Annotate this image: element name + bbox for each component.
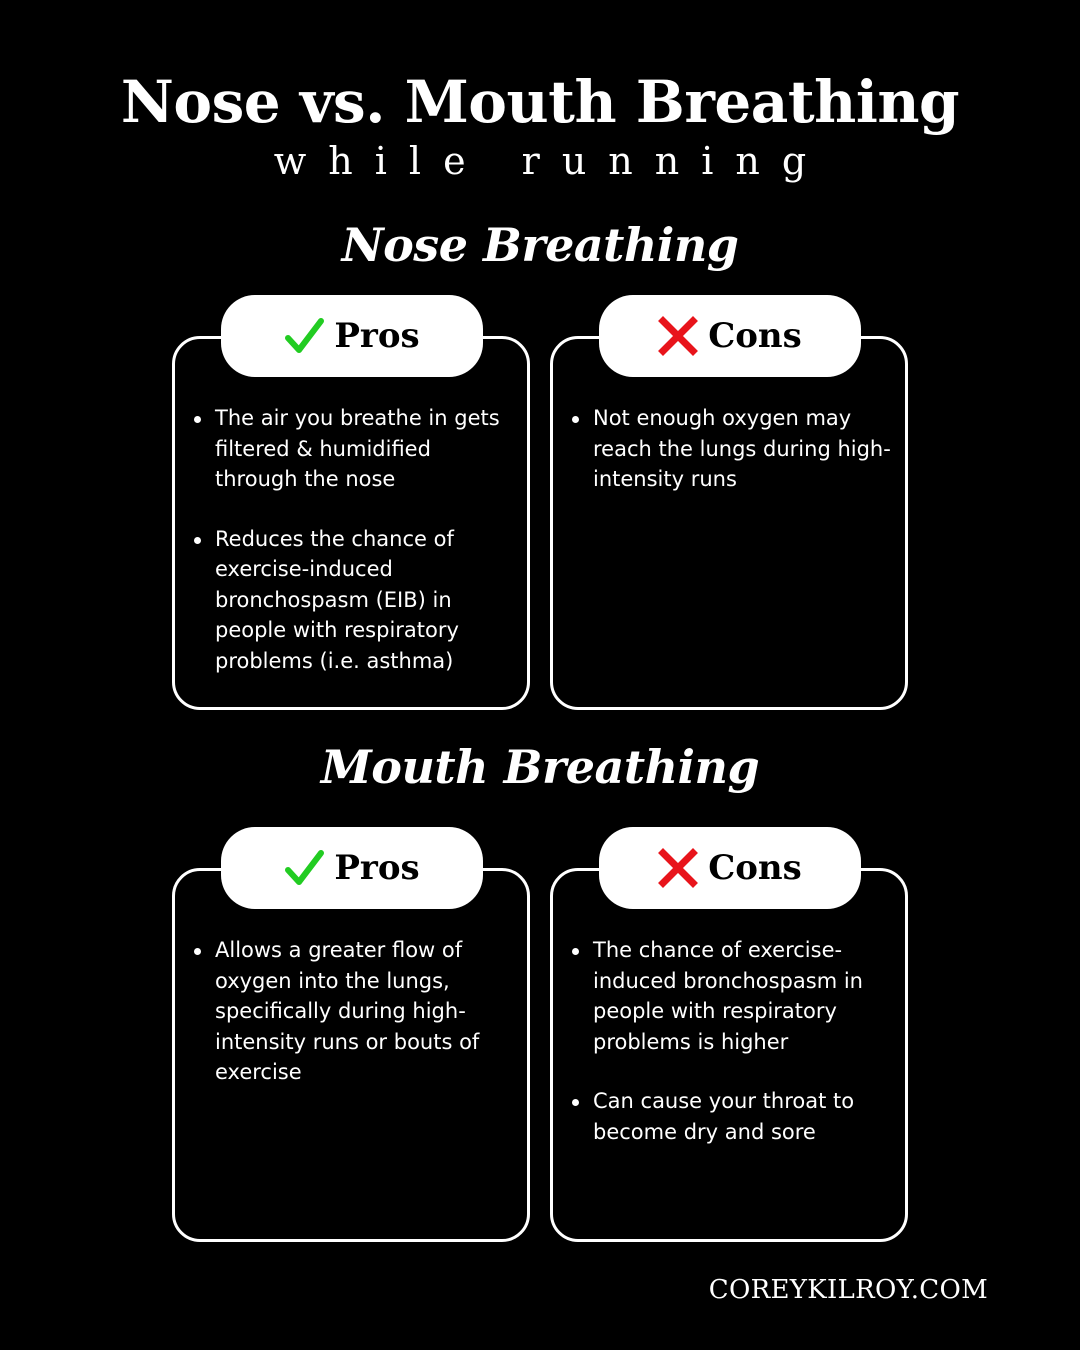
nose-breathing-heading: Nose Breathing — [341, 218, 739, 272]
nose-cons-badge — [599, 295, 861, 377]
mouth-pros-list — [191, 935, 517, 1117]
nose-cons-card — [550, 316, 908, 710]
mouth-cons-badge — [599, 827, 861, 909]
checkmark-icon — [284, 848, 324, 888]
mouth-breathing-heading: Mouth Breathing — [320, 740, 760, 794]
page-title: Nose vs. Mouth Breathing — [120, 68, 960, 136]
list-item: The chance of exercise-induced bronchospasm in people with respiratory problems is higher — [569, 935, 895, 1057]
nose-pros-label: Pros — [334, 316, 420, 356]
mouth-cons-card — [550, 848, 908, 1242]
mouth-pros-card — [172, 848, 530, 1242]
nose-cons-label: Cons — [708, 316, 802, 356]
mouth-pros-badge — [221, 827, 483, 909]
list-item: Reduces the chance of exercise-induced bronchospasm (EIB) in people with respiratory problems (i.e. asthma) — [191, 524, 517, 677]
nose-cons-list — [569, 403, 895, 524]
mouth-cons-list — [569, 935, 895, 1176]
checkmark-icon — [284, 316, 324, 356]
list-item: Not enough oxygen may reach the lungs during high-intensity runs — [569, 403, 895, 495]
cross-icon — [658, 848, 698, 888]
mouth-cons-label: Cons — [708, 848, 802, 888]
nose-pros-badge — [221, 295, 483, 377]
list-item: The air you breathe in gets filtered & humidified through the nose — [191, 403, 517, 495]
website-footer: COREYKILROY.COM — [708, 1275, 988, 1305]
nose-pros-list — [191, 403, 517, 705]
nose-pros-card — [172, 316, 530, 710]
list-item: Can cause your throat to become dry and sore — [569, 1086, 895, 1147]
list-item: Allows a greater flow of oxygen into the lungs, specifically during high-intensity runs or bouts of exercise — [191, 935, 517, 1088]
cross-icon — [658, 316, 698, 356]
mouth-pros-label: Pros — [334, 848, 420, 888]
page-subtitle: while running — [273, 139, 829, 183]
